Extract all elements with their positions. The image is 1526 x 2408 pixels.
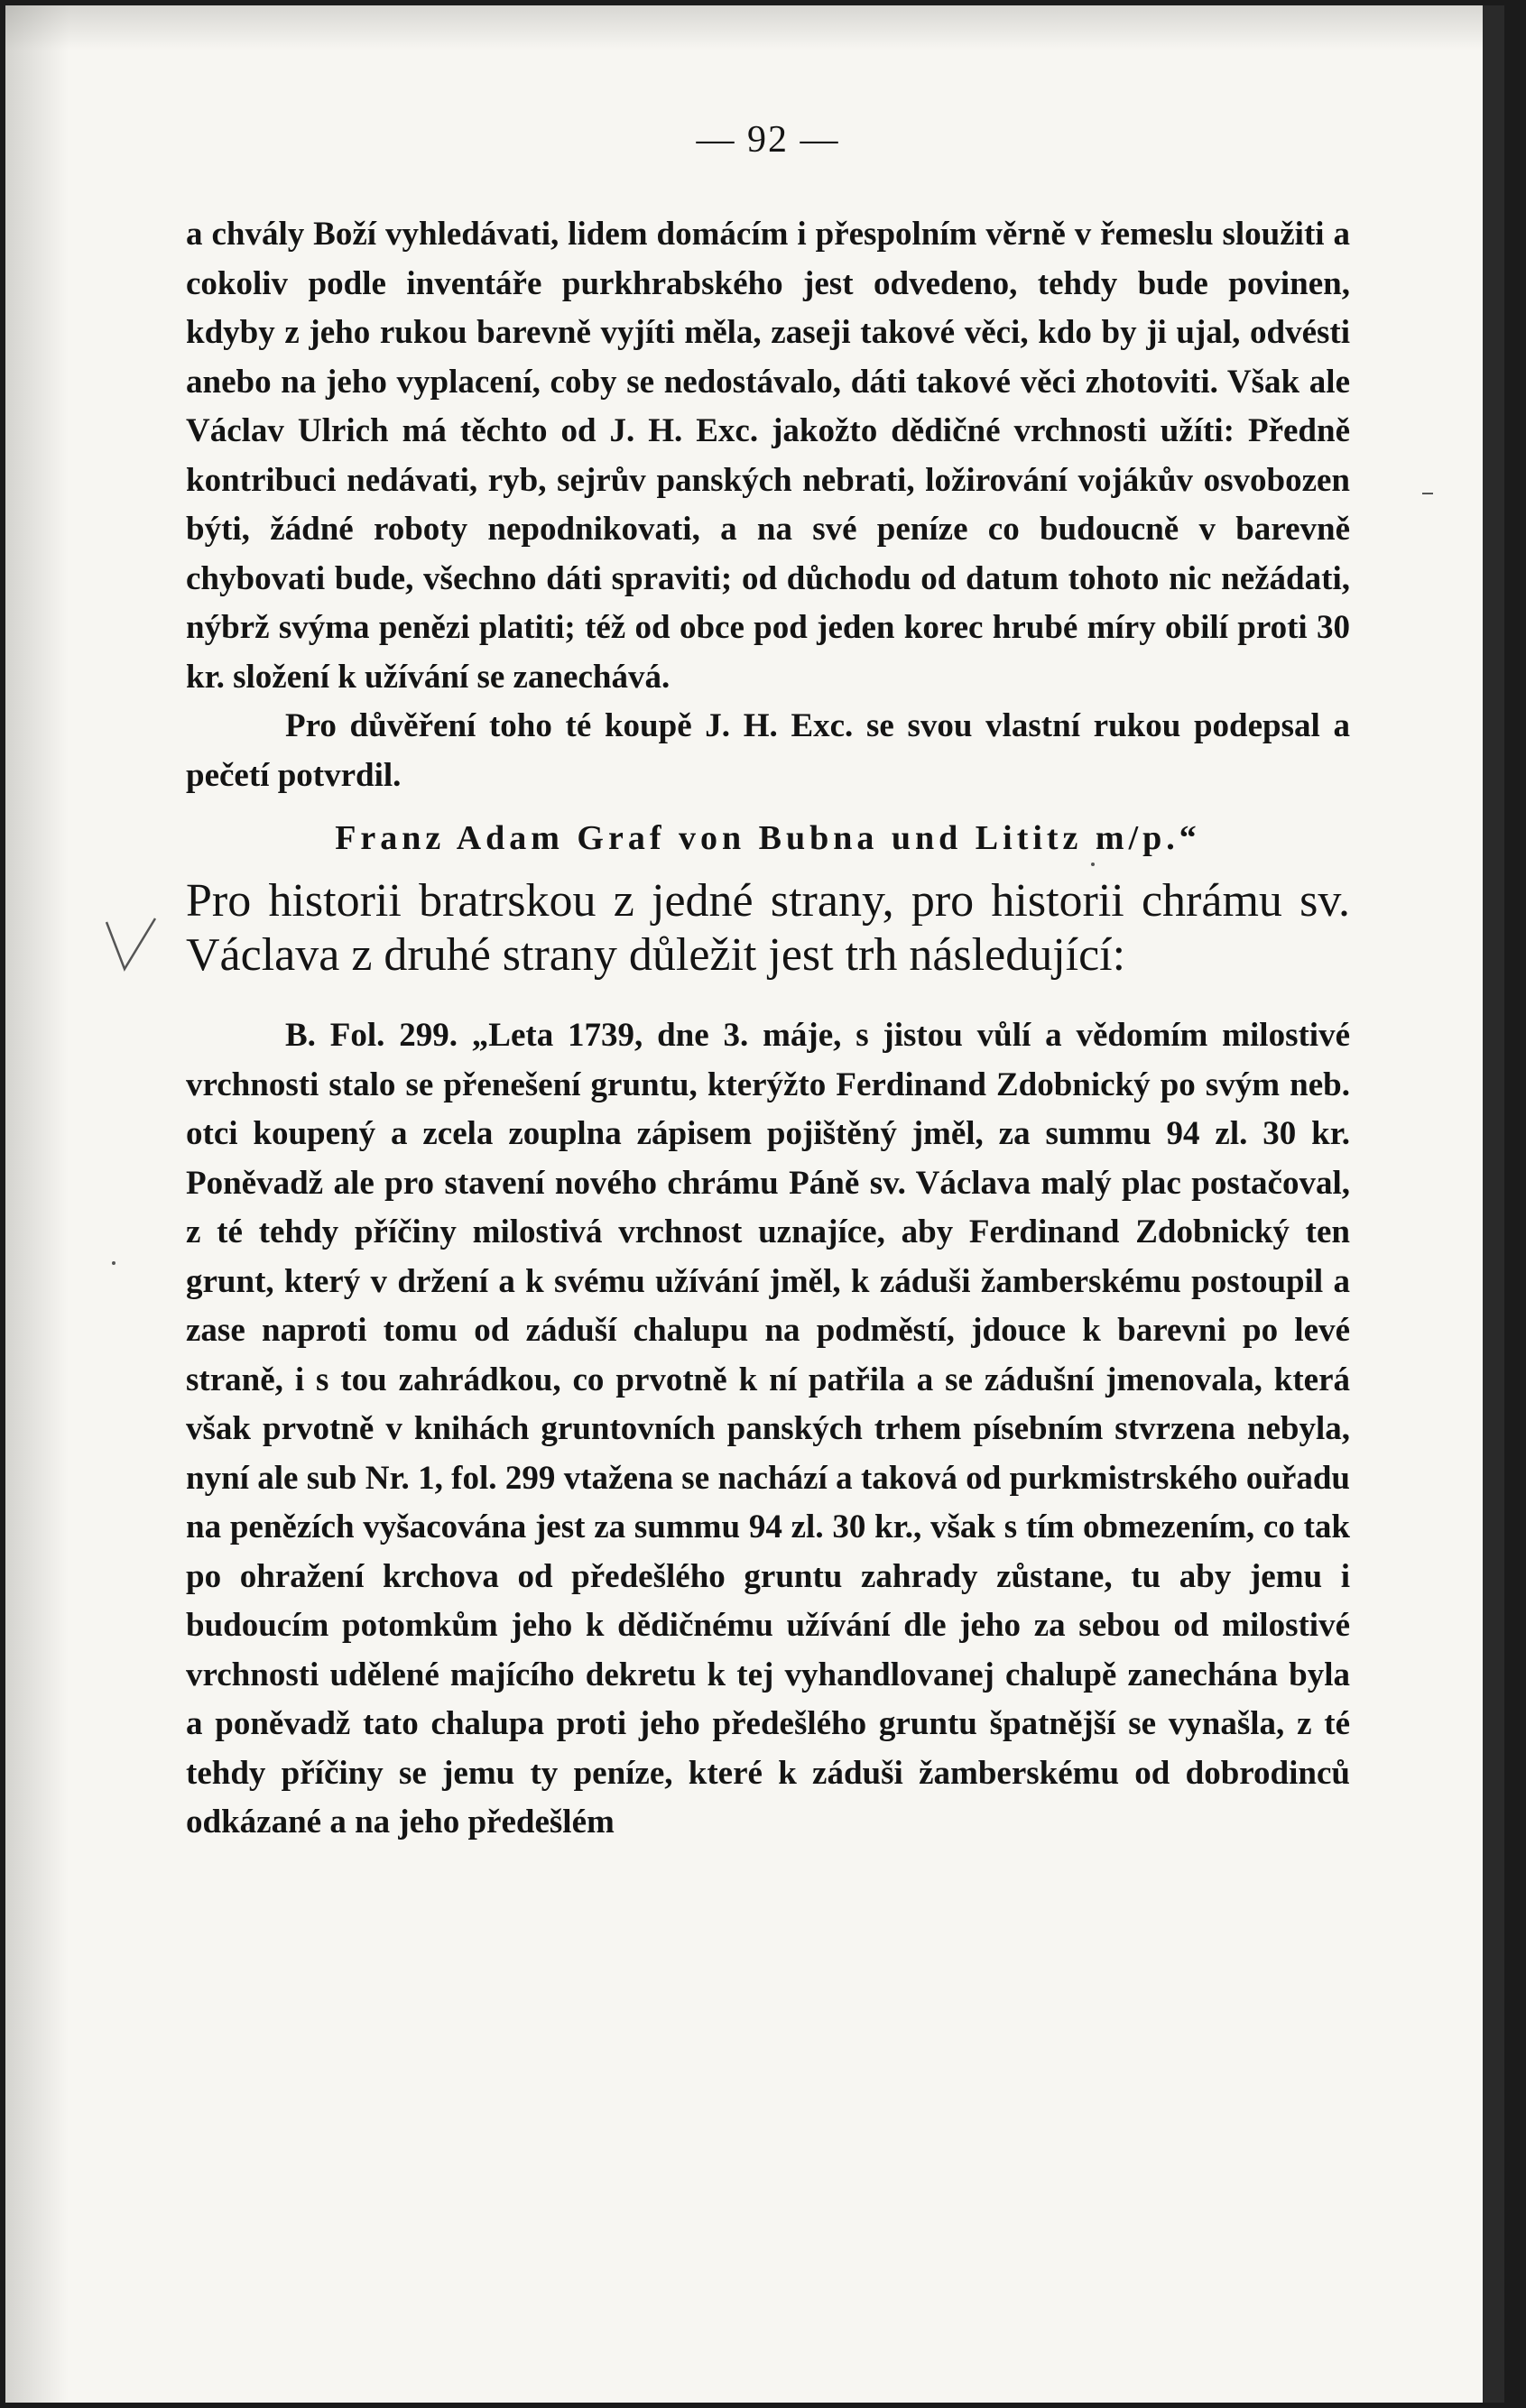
signature-line: Franz Adam Graf von Bubna und Lititz m/p.“: [335, 819, 1201, 857]
page-edge-shadow: [5, 5, 69, 2403]
scan-border: [1483, 5, 1504, 2403]
page-number: — 92 —: [696, 119, 840, 161]
page-top-shadow: [5, 5, 1504, 51]
paragraph: B. Fol. 299. „Leta 1739, dne 3. máje, s jistou vůlí a vědomím milostivé vrchnosti stalo se přenešení gruntu, kterýžto Ferdinand Zdobnický po svým neb. otci koupený a zcela zouplna zápisem pojištěný jměl, za summu 94 zl. 30 kr. Poněvadž ale pro stavení nového chrámu Páně sv. Václava malý plac postačoval, z té tehdy příčiny milostivá vrchnost uznajíce, aby Ferdinand Zdobnický ten grunt, který v držení a k svému užívání jměl, k záduši žamberskému postoupil a zase naproti tomu od záduší chalupu na podměstí, jdouce k barevni po levé straně, i s tou zahrádkou, co prvotně k ní patřila a se zádušní jmenovala, která však prvotně v knihách gruntovních panských trhem písebním stvrzena nebyla, nyní ale sub Nr. 1, fol. 299 vtažena se nachází a taková od purkmistrského ouřadu na penězích vyšacována jest za summu 94 zl. 30 kr., však s tím obmezením, co tak po ohražení krchova od předešlého gruntu zahrady zůstane, tu aby jemu i budoucím potomkům jeho k dědičnému užívání dle jeho za sebou od milostivé vrchnosti udělené majícího dekretu k tej vyhandlovanej chalupě zanechána byla a poněvadž tato chalupa proti jeho předešlého gruntu špatnější se vynašla, z té tehdy příčiny se jemu ty peníze, které k záduši žamberskému od dobrodinců odkázané a na jeho předešlém: [186, 1017, 1350, 1841]
pencil-check-mark: [105, 917, 159, 973]
paragraph: Pro důvěření toho té koupě J. H. Exc. se svou vlastní rukou podepsal a pečetí potvrdil.: [186, 707, 1350, 794]
ink-dot: [112, 1261, 116, 1265]
section-heading: Pro historii bratrskou z jedné strany, pro historii chrámu sv. Václava z druhé strany důležit jest trh následující:: [186, 875, 1350, 981]
page-content: [186, 118, 1350, 1848]
margin-mark: [1422, 493, 1433, 494]
paragraph: a chvály Boží vyhledávati, lidem domácím i přespolním věrně v řemeslu sloužiti a cokoliv podle inventáře purkhrabského jest odvedeno, tehdy bude povinen, kdyby z jeho rukou barevně vyjíti měla, zaseji takové věci, kdo by ji ujal, odvésti anebo na jeho vyplacení, coby se nedostávalo, dáti takové věci zhotoviti. Však ale Václav Ulrich má těchto od J. H. Exc. jakožto dědičné vrchnosti užíti: Předně kontribuci nedávati, ryb, sejrův panských nebrati, ložirování vojákův osvobozen býti, žádné roboty nepodnikovati, a na své peníze co budoucně v barevně chybovati bude, všechno dáti spraviti; od důchodu od datum tohoto nic nežádati, nýbrž svýma penězi platiti; též od obce pod jeden korec hrubé míry obilí proti 30 kr. složení k užívání se zanechává.: [186, 216, 1350, 696]
book-page: [5, 5, 1504, 2403]
